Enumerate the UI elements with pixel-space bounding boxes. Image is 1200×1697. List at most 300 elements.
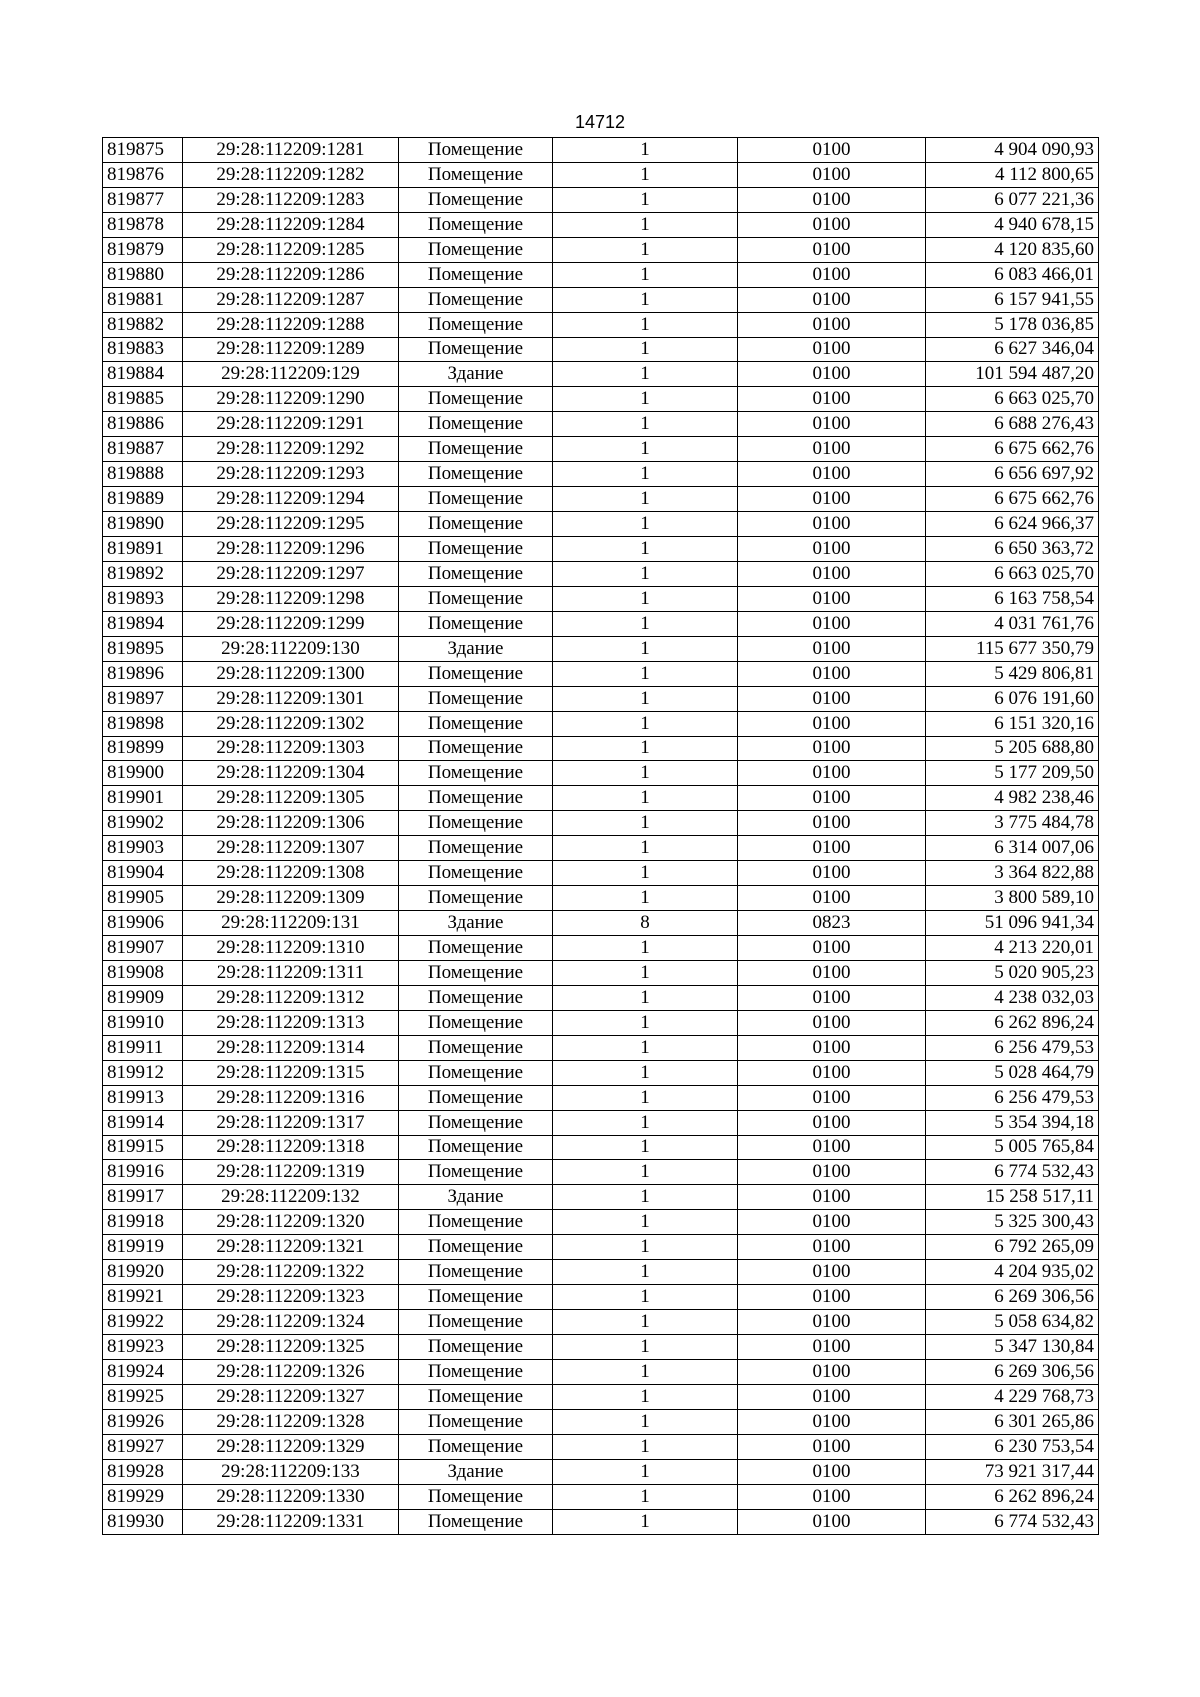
table-row bbox=[103, 611, 1099, 636]
object-type-cell: Здание bbox=[399, 1459, 553, 1484]
quantity-cell: 1 bbox=[553, 1085, 738, 1110]
row-number-cell: 819922 bbox=[103, 1310, 183, 1335]
code-cell: 0100 bbox=[738, 1060, 926, 1085]
cadastral-number-cell: 29:28:112209:1291 bbox=[183, 412, 399, 437]
quantity-cell: 1 bbox=[553, 362, 738, 387]
table-row bbox=[103, 1260, 1099, 1285]
code-cell: 0100 bbox=[738, 1384, 926, 1409]
quantity-cell: 1 bbox=[553, 1384, 738, 1409]
cadastral-number-cell: 29:28:112209:1325 bbox=[183, 1335, 399, 1360]
table-row bbox=[103, 1010, 1099, 1035]
quantity-cell: 1 bbox=[553, 1434, 738, 1459]
row-number-cell: 819916 bbox=[103, 1160, 183, 1185]
table-row bbox=[103, 312, 1099, 337]
quantity-cell: 1 bbox=[553, 786, 738, 811]
cadastral-value-cell: 5 028 464,79 bbox=[926, 1060, 1099, 1085]
code-cell: 0100 bbox=[738, 1135, 926, 1160]
object-type-cell: Помещение bbox=[399, 287, 553, 312]
object-type-cell: Помещение bbox=[399, 886, 553, 911]
row-number-cell: 819883 bbox=[103, 337, 183, 362]
row-number-cell: 819914 bbox=[103, 1110, 183, 1135]
row-number-cell: 819929 bbox=[103, 1484, 183, 1509]
row-number-cell: 819905 bbox=[103, 886, 183, 911]
quantity-cell: 1 bbox=[553, 960, 738, 985]
row-number-cell: 819901 bbox=[103, 786, 183, 811]
cadastral-number-cell: 29:28:112209:1303 bbox=[183, 736, 399, 761]
cadastral-number-cell: 29:28:112209:1311 bbox=[183, 960, 399, 985]
code-cell: 0100 bbox=[738, 1459, 926, 1484]
cadastral-value-cell: 5 020 905,23 bbox=[926, 960, 1099, 985]
row-number-cell: 819918 bbox=[103, 1210, 183, 1235]
row-number-cell: 819887 bbox=[103, 437, 183, 462]
cadastral-number-cell: 29:28:112209:1309 bbox=[183, 886, 399, 911]
code-cell: 0100 bbox=[738, 761, 926, 786]
row-number-cell: 819924 bbox=[103, 1359, 183, 1384]
object-type-cell: Помещение bbox=[399, 1210, 553, 1235]
code-cell: 0100 bbox=[738, 1434, 926, 1459]
quantity-cell: 1 bbox=[553, 1160, 738, 1185]
row-number-cell: 819899 bbox=[103, 736, 183, 761]
quantity-cell: 1 bbox=[553, 512, 738, 537]
row-number-cell: 819921 bbox=[103, 1285, 183, 1310]
cadastral-value-cell: 6 688 276,43 bbox=[926, 412, 1099, 437]
cadastral-value-cell: 4 204 935,02 bbox=[926, 1260, 1099, 1285]
row-number-cell: 819925 bbox=[103, 1384, 183, 1409]
cadastral-number-cell: 29:28:112209:1315 bbox=[183, 1060, 399, 1085]
cadastral-number-cell: 29:28:112209:1318 bbox=[183, 1135, 399, 1160]
code-cell: 0100 bbox=[738, 836, 926, 861]
cadastral-number-cell: 29:28:112209:129 bbox=[183, 362, 399, 387]
cadastral-number-cell: 29:28:112209:1285 bbox=[183, 237, 399, 262]
cadastral-value-cell: 6 301 265,86 bbox=[926, 1409, 1099, 1434]
object-type-cell: Помещение bbox=[399, 960, 553, 985]
cadastral-value-cell: 6 675 662,76 bbox=[926, 437, 1099, 462]
cadastral-number-cell: 29:28:112209:1323 bbox=[183, 1285, 399, 1310]
object-type-cell: Помещение bbox=[399, 487, 553, 512]
table-row bbox=[103, 786, 1099, 811]
code-cell: 0100 bbox=[738, 736, 926, 761]
cadastral-number-cell: 29:28:112209:1320 bbox=[183, 1210, 399, 1235]
quantity-cell: 1 bbox=[553, 437, 738, 462]
object-type-cell: Помещение bbox=[399, 1035, 553, 1060]
cadastral-value-cell: 4 031 761,76 bbox=[926, 611, 1099, 636]
table-row bbox=[103, 1509, 1099, 1534]
cadastral-value-cell: 5 429 806,81 bbox=[926, 661, 1099, 686]
row-number-cell: 819919 bbox=[103, 1235, 183, 1260]
row-number-cell: 819882 bbox=[103, 312, 183, 337]
row-number-cell: 819907 bbox=[103, 936, 183, 961]
cadastral-number-cell: 29:28:112209:1313 bbox=[183, 1010, 399, 1035]
row-number-cell: 819910 bbox=[103, 1010, 183, 1035]
quantity-cell: 1 bbox=[553, 212, 738, 237]
code-cell: 0100 bbox=[738, 1509, 926, 1534]
cadastral-number-cell: 29:28:112209:1326 bbox=[183, 1359, 399, 1384]
cadastral-number-cell: 29:28:112209:1289 bbox=[183, 337, 399, 362]
quantity-cell: 8 bbox=[553, 911, 738, 936]
cadastral-number-cell: 29:28:112209:1327 bbox=[183, 1384, 399, 1409]
row-number-cell: 819911 bbox=[103, 1035, 183, 1060]
row-number-cell: 819913 bbox=[103, 1085, 183, 1110]
code-cell: 0100 bbox=[738, 861, 926, 886]
cadastral-value-cell: 6 650 363,72 bbox=[926, 537, 1099, 562]
row-number-cell: 819917 bbox=[103, 1185, 183, 1210]
object-type-cell: Помещение bbox=[399, 1359, 553, 1384]
cadastral-number-cell: 29:28:112209:1282 bbox=[183, 162, 399, 187]
code-cell: 0100 bbox=[738, 1085, 926, 1110]
object-type-cell: Здание bbox=[399, 1185, 553, 1210]
cadastral-value-cell: 5 005 765,84 bbox=[926, 1135, 1099, 1160]
table-row bbox=[103, 636, 1099, 661]
cadastral-value-cell: 15 258 517,11 bbox=[926, 1185, 1099, 1210]
cadastral-number-cell: 29:28:112209:1292 bbox=[183, 437, 399, 462]
cadastral-number-cell: 29:28:112209:1283 bbox=[183, 187, 399, 212]
table-row bbox=[103, 861, 1099, 886]
code-cell: 0100 bbox=[738, 1335, 926, 1360]
cadastral-number-cell: 29:28:112209:1306 bbox=[183, 811, 399, 836]
table-row bbox=[103, 262, 1099, 287]
table-row bbox=[103, 761, 1099, 786]
row-number-cell: 819912 bbox=[103, 1060, 183, 1085]
object-type-cell: Помещение bbox=[399, 237, 553, 262]
cadastral-number-cell: 29:28:112209:1287 bbox=[183, 287, 399, 312]
cadastral-value-cell: 5 205 688,80 bbox=[926, 736, 1099, 761]
table-row bbox=[103, 886, 1099, 911]
cadastral-value-cell: 6 656 697,92 bbox=[926, 462, 1099, 487]
object-type-cell: Помещение bbox=[399, 611, 553, 636]
quantity-cell: 1 bbox=[553, 1260, 738, 1285]
cadastral-number-cell: 29:28:112209:1299 bbox=[183, 611, 399, 636]
table-row bbox=[103, 936, 1099, 961]
cadastral-number-cell: 29:28:112209:1321 bbox=[183, 1235, 399, 1260]
quantity-cell: 1 bbox=[553, 586, 738, 611]
object-type-cell: Здание bbox=[399, 636, 553, 661]
cadastral-number-cell: 29:28:112209:1295 bbox=[183, 512, 399, 537]
code-cell: 0100 bbox=[738, 512, 926, 537]
quantity-cell: 1 bbox=[553, 1135, 738, 1160]
table-row bbox=[103, 586, 1099, 611]
quantity-cell: 1 bbox=[553, 287, 738, 312]
code-cell: 0100 bbox=[738, 412, 926, 437]
cadastral-value-cell: 6 163 758,54 bbox=[926, 586, 1099, 611]
cadastral-value-cell: 5 347 130,84 bbox=[926, 1335, 1099, 1360]
cadastral-number-cell: 29:28:112209:130 bbox=[183, 636, 399, 661]
cadastral-number-cell: 29:28:112209:1329 bbox=[183, 1434, 399, 1459]
quantity-cell: 1 bbox=[553, 1484, 738, 1509]
object-type-cell: Помещение bbox=[399, 437, 553, 462]
table-row bbox=[103, 960, 1099, 985]
table-row bbox=[103, 162, 1099, 187]
table-row bbox=[103, 561, 1099, 586]
quantity-cell: 1 bbox=[553, 462, 738, 487]
object-type-cell: Помещение bbox=[399, 462, 553, 487]
table-row bbox=[103, 1335, 1099, 1360]
cadastral-value-cell: 6 675 662,76 bbox=[926, 487, 1099, 512]
quantity-cell: 1 bbox=[553, 537, 738, 562]
row-number-cell: 819885 bbox=[103, 387, 183, 412]
object-type-cell: Здание bbox=[399, 362, 553, 387]
cadastral-number-cell: 29:28:112209:1302 bbox=[183, 711, 399, 736]
code-cell: 0100 bbox=[738, 1409, 926, 1434]
cadastral-value-cell: 6 076 191,60 bbox=[926, 686, 1099, 711]
table-row bbox=[103, 487, 1099, 512]
table-row bbox=[103, 1085, 1099, 1110]
table-row bbox=[103, 711, 1099, 736]
cadastral-value-cell: 4 940 678,15 bbox=[926, 212, 1099, 237]
cadastral-number-cell: 29:28:112209:1314 bbox=[183, 1035, 399, 1060]
code-cell: 0100 bbox=[738, 960, 926, 985]
quantity-cell: 1 bbox=[553, 1409, 738, 1434]
quantity-cell: 1 bbox=[553, 1010, 738, 1035]
code-cell: 0100 bbox=[738, 886, 926, 911]
quantity-cell: 1 bbox=[553, 1185, 738, 1210]
code-cell: 0100 bbox=[738, 661, 926, 686]
quantity-cell: 1 bbox=[553, 1335, 738, 1360]
row-number-cell: 819906 bbox=[103, 911, 183, 936]
cadastral-value-cell: 6 262 896,24 bbox=[926, 1484, 1099, 1509]
code-cell: 0100 bbox=[738, 1010, 926, 1035]
cadastral-value-table bbox=[102, 137, 1099, 1535]
cadastral-number-cell: 29:28:112209:1300 bbox=[183, 661, 399, 686]
cadastral-value-cell: 4 982 238,46 bbox=[926, 786, 1099, 811]
cadastral-value-cell: 4 238 032,03 bbox=[926, 985, 1099, 1010]
row-number-cell: 819880 bbox=[103, 262, 183, 287]
object-type-cell: Помещение bbox=[399, 561, 553, 586]
object-type-cell: Помещение bbox=[399, 537, 553, 562]
quantity-cell: 1 bbox=[553, 1110, 738, 1135]
row-number-cell: 819895 bbox=[103, 636, 183, 661]
table-row bbox=[103, 836, 1099, 861]
code-cell: 0100 bbox=[738, 1285, 926, 1310]
object-type-cell: Помещение bbox=[399, 836, 553, 861]
quantity-cell: 1 bbox=[553, 412, 738, 437]
cadastral-value-cell: 3 800 589,10 bbox=[926, 886, 1099, 911]
cadastral-number-cell: 29:28:112209:1297 bbox=[183, 561, 399, 586]
table-row bbox=[103, 412, 1099, 437]
row-number-cell: 819926 bbox=[103, 1409, 183, 1434]
row-number-cell: 819897 bbox=[103, 686, 183, 711]
quantity-cell: 1 bbox=[553, 262, 738, 287]
code-cell: 0100 bbox=[738, 811, 926, 836]
table-row bbox=[103, 1135, 1099, 1160]
quantity-cell: 1 bbox=[553, 1359, 738, 1384]
cadastral-number-cell: 29:28:112209:132 bbox=[183, 1185, 399, 1210]
table-body bbox=[103, 138, 1099, 1535]
cadastral-number-cell: 29:28:112209:1304 bbox=[183, 761, 399, 786]
code-cell: 0100 bbox=[738, 387, 926, 412]
code-cell: 0100 bbox=[738, 1359, 926, 1384]
page-number: 14712 bbox=[574, 112, 626, 132]
table-row bbox=[103, 661, 1099, 686]
object-type-cell: Помещение bbox=[399, 686, 553, 711]
cadastral-value-cell: 51 096 941,34 bbox=[926, 911, 1099, 936]
quantity-cell: 1 bbox=[553, 886, 738, 911]
row-number-cell: 819928 bbox=[103, 1459, 183, 1484]
code-cell: 0100 bbox=[738, 1035, 926, 1060]
cadastral-number-cell: 29:28:112209:1288 bbox=[183, 312, 399, 337]
object-type-cell: Помещение bbox=[399, 736, 553, 761]
cadastral-value-cell: 5 177 209,50 bbox=[926, 761, 1099, 786]
table-row bbox=[103, 686, 1099, 711]
code-cell: 0100 bbox=[738, 487, 926, 512]
object-type-cell: Помещение bbox=[399, 212, 553, 237]
code-cell: 0100 bbox=[738, 711, 926, 736]
row-number-cell: 819886 bbox=[103, 412, 183, 437]
table-row bbox=[103, 911, 1099, 936]
cadastral-number-cell: 29:28:112209:131 bbox=[183, 911, 399, 936]
cadastral-value-cell: 73 921 317,44 bbox=[926, 1459, 1099, 1484]
cadastral-value-cell: 6 269 306,56 bbox=[926, 1285, 1099, 1310]
cadastral-value-cell: 115 677 350,79 bbox=[926, 636, 1099, 661]
table-row bbox=[103, 811, 1099, 836]
cadastral-value-cell: 5 058 634,82 bbox=[926, 1310, 1099, 1335]
cadastral-value-cell: 6 256 479,53 bbox=[926, 1085, 1099, 1110]
quantity-cell: 1 bbox=[553, 1459, 738, 1484]
object-type-cell: Помещение bbox=[399, 512, 553, 537]
table-row bbox=[103, 1035, 1099, 1060]
cadastral-value-cell: 5 354 394,18 bbox=[926, 1110, 1099, 1135]
object-type-cell: Помещение bbox=[399, 711, 553, 736]
row-number-cell: 819890 bbox=[103, 512, 183, 537]
table-row bbox=[103, 537, 1099, 562]
code-cell: 0100 bbox=[738, 636, 926, 661]
code-cell: 0100 bbox=[738, 1185, 926, 1210]
code-cell: 0100 bbox=[738, 162, 926, 187]
code-cell: 0100 bbox=[738, 212, 926, 237]
object-type-cell: Помещение bbox=[399, 1010, 553, 1035]
cadastral-value-cell: 6 624 966,37 bbox=[926, 512, 1099, 537]
quantity-cell: 1 bbox=[553, 237, 738, 262]
cadastral-value-cell: 6 627 346,04 bbox=[926, 337, 1099, 362]
row-number-cell: 819878 bbox=[103, 212, 183, 237]
row-number-cell: 819903 bbox=[103, 836, 183, 861]
row-number-cell: 819881 bbox=[103, 287, 183, 312]
quantity-cell: 1 bbox=[553, 1210, 738, 1235]
cadastral-value-cell: 6 663 025,70 bbox=[926, 387, 1099, 412]
cadastral-number-cell: 29:28:112209:1316 bbox=[183, 1085, 399, 1110]
object-type-cell: Помещение bbox=[399, 1160, 553, 1185]
code-cell: 0100 bbox=[738, 786, 926, 811]
row-number-cell: 819893 bbox=[103, 586, 183, 611]
object-type-cell: Помещение bbox=[399, 1384, 553, 1409]
quantity-cell: 1 bbox=[553, 736, 738, 761]
row-number-cell: 819900 bbox=[103, 761, 183, 786]
cadastral-number-cell: 29:28:112209:1319 bbox=[183, 1160, 399, 1185]
row-number-cell: 819930 bbox=[103, 1509, 183, 1534]
row-number-cell: 819877 bbox=[103, 187, 183, 212]
object-type-cell: Помещение bbox=[399, 262, 553, 287]
code-cell: 0100 bbox=[738, 537, 926, 562]
table-row bbox=[103, 736, 1099, 761]
code-cell: 0100 bbox=[738, 1235, 926, 1260]
quantity-cell: 1 bbox=[553, 1509, 738, 1534]
table-row bbox=[103, 1185, 1099, 1210]
object-type-cell: Помещение bbox=[399, 811, 553, 836]
cadastral-number-cell: 29:28:112209:1317 bbox=[183, 1110, 399, 1135]
table-row bbox=[103, 337, 1099, 362]
object-type-cell: Помещение bbox=[399, 412, 553, 437]
object-type-cell: Помещение bbox=[399, 337, 553, 362]
object-type-cell: Помещение bbox=[399, 138, 553, 163]
object-type-cell: Помещение bbox=[399, 661, 553, 686]
cadastral-value-cell: 4 112 800,65 bbox=[926, 162, 1099, 187]
object-type-cell: Помещение bbox=[399, 1310, 553, 1335]
quantity-cell: 1 bbox=[553, 1235, 738, 1260]
cadastral-number-cell: 29:28:112209:1331 bbox=[183, 1509, 399, 1534]
quantity-cell: 1 bbox=[553, 561, 738, 586]
object-type-cell: Помещение bbox=[399, 1110, 553, 1135]
cadastral-value-cell: 6 269 306,56 bbox=[926, 1359, 1099, 1384]
quantity-cell: 1 bbox=[553, 985, 738, 1010]
cadastral-number-cell: 29:28:112209:1284 bbox=[183, 212, 399, 237]
object-type-cell: Помещение bbox=[399, 1060, 553, 1085]
row-number-cell: 819884 bbox=[103, 362, 183, 387]
row-number-cell: 819888 bbox=[103, 462, 183, 487]
cadastral-number-cell: 29:28:112209:1298 bbox=[183, 586, 399, 611]
object-type-cell: Помещение bbox=[399, 1509, 553, 1534]
code-cell: 0100 bbox=[738, 586, 926, 611]
row-number-cell: 819875 bbox=[103, 138, 183, 163]
table-row bbox=[103, 1060, 1099, 1085]
code-cell: 0100 bbox=[738, 561, 926, 586]
code-cell: 0100 bbox=[738, 362, 926, 387]
table-row bbox=[103, 212, 1099, 237]
quantity-cell: 1 bbox=[553, 337, 738, 362]
code-cell: 0100 bbox=[738, 187, 926, 212]
cadastral-number-cell: 29:28:112209:1330 bbox=[183, 1484, 399, 1509]
table-row bbox=[103, 1160, 1099, 1185]
code-cell: 0823 bbox=[738, 911, 926, 936]
cadastral-number-cell: 29:28:112209:1293 bbox=[183, 462, 399, 487]
code-cell: 0100 bbox=[738, 985, 926, 1010]
code-cell: 0100 bbox=[738, 936, 926, 961]
row-number-cell: 819915 bbox=[103, 1135, 183, 1160]
object-type-cell: Помещение bbox=[399, 786, 553, 811]
code-cell: 0100 bbox=[738, 337, 926, 362]
cadastral-value-cell: 6 774 532,43 bbox=[926, 1509, 1099, 1534]
cadastral-value-cell: 5 178 036,85 bbox=[926, 312, 1099, 337]
cadastral-value-cell: 3 775 484,78 bbox=[926, 811, 1099, 836]
table-row bbox=[103, 1210, 1099, 1235]
object-type-cell: Помещение bbox=[399, 861, 553, 886]
cadastral-number-cell: 29:28:112209:1281 bbox=[183, 138, 399, 163]
cadastral-value-cell: 6 774 532,43 bbox=[926, 1160, 1099, 1185]
cadastral-number-cell: 29:28:112209:1305 bbox=[183, 786, 399, 811]
code-cell: 0100 bbox=[738, 462, 926, 487]
object-type-cell: Помещение bbox=[399, 936, 553, 961]
object-type-cell: Помещение bbox=[399, 985, 553, 1010]
object-type-cell: Помещение bbox=[399, 1409, 553, 1434]
object-type-cell: Помещение bbox=[399, 1235, 553, 1260]
cadastral-value-cell: 5 325 300,43 bbox=[926, 1210, 1099, 1235]
quantity-cell: 1 bbox=[553, 711, 738, 736]
cadastral-number-cell: 29:28:112209:1296 bbox=[183, 537, 399, 562]
code-cell: 0100 bbox=[738, 686, 926, 711]
table-row bbox=[103, 1359, 1099, 1384]
table-row bbox=[103, 1310, 1099, 1335]
quantity-cell: 1 bbox=[553, 611, 738, 636]
row-number-cell: 819879 bbox=[103, 237, 183, 262]
row-number-cell: 819891 bbox=[103, 537, 183, 562]
cadastral-number-cell: 29:28:112209:1324 bbox=[183, 1310, 399, 1335]
table-row bbox=[103, 1285, 1099, 1310]
quantity-cell: 1 bbox=[553, 861, 738, 886]
cadastral-number-cell: 29:28:112209:1310 bbox=[183, 936, 399, 961]
quantity-cell: 1 bbox=[553, 1060, 738, 1085]
code-cell: 0100 bbox=[738, 287, 926, 312]
cadastral-number-cell: 29:28:112209:133 bbox=[183, 1459, 399, 1484]
object-type-cell: Помещение bbox=[399, 162, 553, 187]
cadastral-number-cell: 29:28:112209:1322 bbox=[183, 1260, 399, 1285]
